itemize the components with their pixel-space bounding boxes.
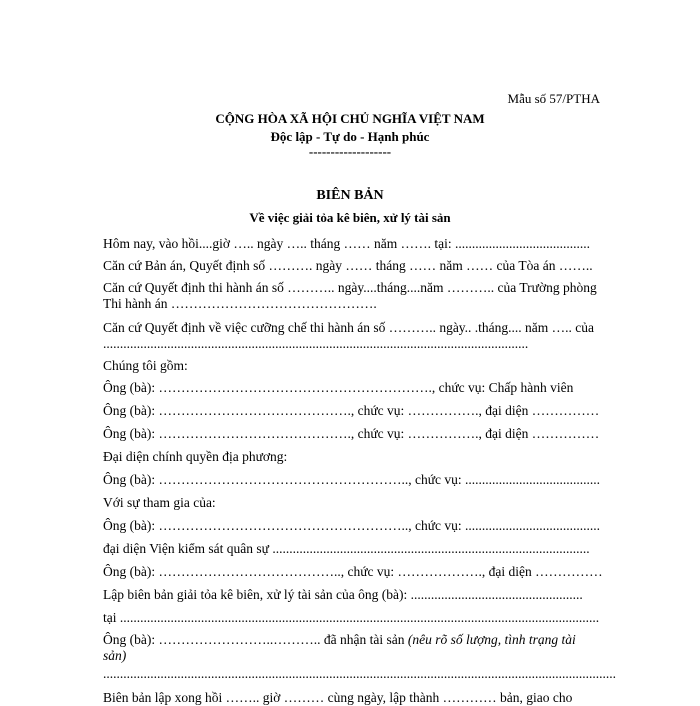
body-line-asset-receiver: [103, 632, 599, 664]
body-line-person-6: Ông (bà): ………………………………….., chức vụ: ………………., đại diện ……………: [103, 564, 603, 579]
body-line-closing: Biên bản lập xong hồi …….. giờ ……… cùng ngày, lập thành ………… bản, giao cho: [103, 690, 573, 705]
body-line-participation: Với sự tham gia của:: [103, 495, 216, 510]
body-line-dotted: ........................................................................................................................................................: [103, 666, 616, 681]
body-line-record-statement: Lập biên bản giải tỏa kê biên, xử lý tài sản của ông (bà): ...................................................: [103, 587, 583, 602]
national-motto: Độc lập - Tự do - Hạnh phúc: [270, 129, 430, 144]
document-title: BIÊN BẢN: [316, 188, 384, 203]
body-line-person-4: Ông (bà): ……………………………………………….., chức vụ: ........................................: [103, 472, 601, 487]
body-line-person-3: Ông (bà): ……………………………………., chức vụ: ……………., đại diện ……………: [103, 426, 600, 441]
body-line-time-place: Hôm nay, vào hồi....giờ ….. ngày ….. tháng …… năm ……. tại: ........................................: [103, 236, 590, 251]
body-line-location: tại ..............................................................................................................................................: [103, 610, 600, 625]
body-line-judgment: Căn cứ Bản án, Quyết định số ………. ngày …… tháng …… năm …… của Tòa án ……..: [103, 258, 593, 273]
body-line-person-2: Ông (bà): ……………………………………., chức vụ: ……………., đại diện ……………: [103, 403, 600, 418]
body-line-procuracy: đại diện Viện kiểm sát quân sự ..............................................................................................: [103, 541, 590, 556]
body-line-we-include: Chúng tôi gồm:: [103, 358, 188, 373]
header-divider: -------------------: [308, 144, 392, 159]
asset-receiver-note: (nêu rõ số lượng, tình trạng tài sản): [103, 632, 576, 663]
body-line-person-1: Ông (bà): ……………………………………………………., chức vụ: Chấp hành viên: [103, 380, 574, 395]
asset-receiver-text: Ông (bà): ……………………..……….. đã nhận tài sản: [103, 632, 405, 647]
document-subtitle: Về việc giải tỏa kê biên, xử lý tài sản: [249, 210, 451, 225]
body-line-local-gov: Đại diện chính quyền địa phương:: [103, 449, 288, 464]
form-number: Mẫu số 57/PTHA: [507, 91, 600, 106]
body-line-enforcement-decision: Căn cứ Quyết định thi hành án số ……….. ngày....tháng....năm ……….. của Trường phòng Thi hành án ……………………………………….: [103, 280, 597, 311]
body-line-person-5: Ông (bà): ……………………………………………….., chức vụ: ........................................: [103, 518, 601, 533]
national-title: CỘNG HÒA XÃ HỘI CHỦ NGHĨA VIỆT NAM: [215, 111, 485, 126]
body-line-coercion-decision: Căn cứ Quyết định về việc cưỡng chế thi hành án số ……….. ngày.. .tháng.... năm ….. của ..............................................................................................................................: [103, 320, 595, 351]
